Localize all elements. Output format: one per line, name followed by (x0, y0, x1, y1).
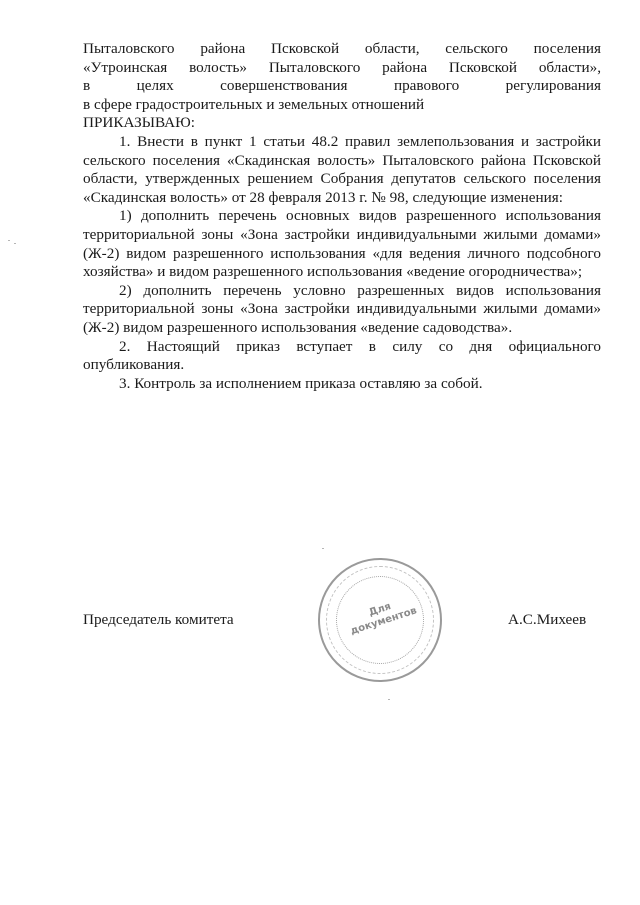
text-line: в целях совершенствования правового регулирования (83, 77, 601, 95)
document-body (83, 40, 601, 393)
order-heading: ПРИКАЗЫВАЮ: (83, 114, 195, 132)
text-line: «Утроинская волость» Пыталовского района Псковской области», (83, 58, 601, 76)
stamp-center-text: Для документов (349, 601, 419, 638)
text-line: в сфере градостроительных и земельных отношений (83, 95, 425, 113)
paragraph-item-2: 2. Настоящий приказ вступает в силу со дня официального опубликования. (83, 337, 601, 374)
scan-speck (388, 699, 390, 700)
paragraph-item-3: 3. Контроль за исполнением приказа оставляю за собой. (119, 374, 483, 392)
scan-speck (322, 548, 324, 549)
signatory-title: Председатель комитета (83, 611, 234, 628)
paragraph-item-1: 1. Внести в пункт 1 статьи 48.2 правил землепользования и застройки сельского поселения «Скадинская волость» Пыталовского района Псковской области, утвержденных решением Собрания депутатов сельского поселения «Скадинская волость» от 28 февраля 2013 г. № 98, следующие изменения: (83, 132, 601, 206)
text-line: Пыталовского района Псковской области, сельского поселения (83, 40, 601, 57)
signatory-name: А.С.Михеев (508, 611, 587, 628)
paragraph-item-1-sub-1: 1) дополнить перечень основных видов разрешенного использования территориальной зоны «Зона застройки индивидуальными жилыми домами» (Ж-2) видом разрешенного использования «для ведения личного подсобного хозяйства» и видом разрешенного использования «ведение огородничества»; (83, 207, 601, 281)
scan-speck (8, 240, 10, 241)
paragraph-item-1-sub-2: 2) дополнить перечень условно разрешенных видов использования территориальной зоны «Зона застройки индивидуальными жилыми домами» (Ж-2) видом разрешенного использования «ведение садоводства». (83, 281, 601, 336)
scan-speck (14, 243, 16, 244)
official-stamp (318, 558, 442, 682)
